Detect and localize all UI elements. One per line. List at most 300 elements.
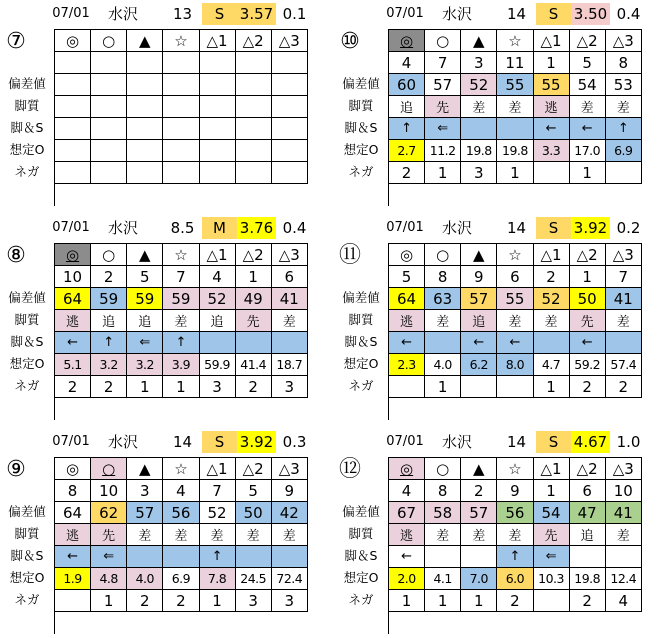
leg-speed-cell <box>606 332 642 354</box>
leg-speed-cell: ↑ <box>389 118 425 140</box>
race-score: 3.57 <box>237 3 276 25</box>
odds-cell: 6.9 <box>606 140 642 162</box>
runner-count: 14 <box>506 433 527 451</box>
deviation-cell <box>236 74 272 96</box>
venue-name: 水沢 <box>107 5 138 23</box>
deviation-cell: 67 <box>389 502 425 524</box>
grade-badge: S <box>202 3 237 25</box>
nega-cell <box>389 376 425 398</box>
leg-speed-cell: ⇐ <box>425 118 461 140</box>
row-label: 偏差値 <box>8 290 46 305</box>
running-style-cell: 差 <box>425 310 461 332</box>
mark-cell: ☆ <box>163 458 199 480</box>
leg-speed-cell <box>236 332 272 354</box>
odds-cell: 6.9 <box>163 568 199 590</box>
running-style-cell <box>91 96 127 118</box>
nega-cell: 2 <box>127 590 163 612</box>
deviation-cell: 63 <box>425 288 461 310</box>
row-label: ネガ <box>14 592 40 607</box>
nega-cell: 2 <box>570 590 606 612</box>
leg-speed-cell <box>272 332 308 354</box>
nega-cell: 2 <box>570 376 606 398</box>
row-label: 想定O <box>343 356 379 371</box>
race-number: ⑩ <box>340 29 360 54</box>
race-rate: 0.3 <box>282 433 307 451</box>
nega-cell <box>55 162 91 184</box>
leg-speed-cell: ← <box>534 118 570 140</box>
nega-cell <box>497 376 533 398</box>
row-label: 脚質 <box>14 312 40 327</box>
nega-cell: 2 <box>55 376 91 398</box>
row-label: 脚質 <box>14 98 40 113</box>
running-style-cell <box>236 96 272 118</box>
leg-speed-cell <box>534 332 570 354</box>
race-rate: 1.0 <box>616 433 641 451</box>
deviation-cell: 57 <box>461 288 497 310</box>
horse-number-cell: 6 <box>272 266 308 288</box>
leg-speed-cell <box>236 546 272 568</box>
running-style-cell: 逃 <box>55 524 91 546</box>
odds-cell: 3.9 <box>163 354 199 376</box>
deviation-cell: 49 <box>236 288 272 310</box>
leg-speed-cell <box>236 118 272 140</box>
horse-grid <box>388 29 642 206</box>
row-label: 脚質 <box>14 526 40 541</box>
horse-number-cell: 4 <box>200 266 236 288</box>
mark-cell: ○ <box>425 244 461 266</box>
running-style-cell: 差 <box>497 524 533 546</box>
race-panel <box>0 214 330 424</box>
horse-number-cell: 4 <box>389 52 425 74</box>
odds-cell: 12.4 <box>606 568 642 590</box>
leg-speed-cell: ← <box>389 332 425 354</box>
deviation-cell: 50 <box>570 288 606 310</box>
nega-cell <box>127 162 163 184</box>
deviation-cell: 57 <box>461 502 497 524</box>
row-label: ネガ <box>14 164 40 179</box>
nega-cell: 4 <box>606 590 642 612</box>
horse-number-cell: 8 <box>55 480 91 502</box>
odds-cell: 19.8 <box>461 140 497 162</box>
row-label: 脚質 <box>348 312 374 327</box>
odds-cell: 17.0 <box>570 140 606 162</box>
nega-cell <box>272 162 308 184</box>
venue-name: 水沢 <box>107 219 138 237</box>
row-label: 脚質 <box>348 98 374 113</box>
running-style-cell: 差 <box>461 524 497 546</box>
race-date: 07/01 <box>52 220 90 235</box>
running-style-cell: 差 <box>163 524 199 546</box>
running-style-cell: 先 <box>534 524 570 546</box>
race-rate: 0.4 <box>616 5 641 23</box>
nega-cell <box>461 376 497 398</box>
running-style-cell: 逃 <box>55 310 91 332</box>
odds-cell <box>200 140 236 162</box>
mark-cell: △3 <box>606 458 642 480</box>
mark-cell: ○ <box>425 458 461 480</box>
odds-cell <box>91 140 127 162</box>
mark-cell: △3 <box>272 244 308 266</box>
running-style-cell: 先 <box>570 310 606 332</box>
race-date: 07/01 <box>52 434 90 449</box>
odds-cell: 2.7 <box>389 140 425 162</box>
nega-cell: 2 <box>91 376 127 398</box>
nega-cell: 1 <box>200 590 236 612</box>
running-style-cell: 差 <box>606 96 642 118</box>
race-panel <box>0 0 330 210</box>
mark-cell: △2 <box>236 30 272 52</box>
horse-number-cell: 5 <box>389 266 425 288</box>
horse-number-cell: 9 <box>461 266 497 288</box>
nega-cell: 2 <box>389 162 425 184</box>
mark-cell: △1 <box>200 458 236 480</box>
horse-number-cell: 9 <box>497 480 533 502</box>
mark-cell: ▲ <box>461 458 497 480</box>
deviation-cell: 42 <box>272 502 308 524</box>
runner-count: 14 <box>506 219 527 237</box>
mark-cell: ◎ <box>389 30 425 52</box>
leg-speed-cell <box>91 118 127 140</box>
horse-grid <box>388 457 642 634</box>
runner-count: 14 <box>506 5 527 23</box>
leg-speed-cell: ← <box>389 546 425 568</box>
row-label: 脚＆S <box>10 334 44 349</box>
horse-number-cell: 3 <box>127 480 163 502</box>
odds-cell <box>163 140 199 162</box>
nega-cell: 2 <box>497 590 533 612</box>
nega-cell: 1 <box>425 376 461 398</box>
race-score: 3.76 <box>237 217 276 239</box>
deviation-cell: 60 <box>389 74 425 96</box>
row-label: 想定O <box>343 142 379 157</box>
nega-cell: 2 <box>606 376 642 398</box>
race-panel <box>334 0 664 210</box>
odds-cell <box>272 140 308 162</box>
nega-cell: 3 <box>200 376 236 398</box>
deviation-cell: 55 <box>534 74 570 96</box>
mark-cell: △1 <box>200 244 236 266</box>
nega-cell: 3 <box>272 590 308 612</box>
running-style-cell <box>127 96 163 118</box>
leg-speed-cell <box>461 118 497 140</box>
deviation-cell: 54 <box>570 74 606 96</box>
mark-cell: △2 <box>570 244 606 266</box>
race-rate: 0.2 <box>616 219 641 237</box>
race-date: 07/01 <box>52 6 90 21</box>
leg-speed-cell <box>163 546 199 568</box>
odds-cell: 4.1 <box>425 568 461 590</box>
deviation-cell <box>163 74 199 96</box>
horse-number-cell: 11 <box>497 52 533 74</box>
odds-cell: 6.0 <box>497 568 533 590</box>
horse-number-cell: 4 <box>163 480 199 502</box>
deviation-cell: 47 <box>570 502 606 524</box>
leg-speed-cell: ⇐ <box>91 546 127 568</box>
horse-grid <box>54 29 308 206</box>
nega-cell <box>91 162 127 184</box>
horse-number-cell: 2 <box>534 266 570 288</box>
deviation-cell <box>272 74 308 96</box>
leg-speed-cell: ⇐ <box>534 546 570 568</box>
row-label: 想定O <box>9 142 45 157</box>
deviation-cell: 53 <box>606 74 642 96</box>
deviation-cell: 41 <box>606 288 642 310</box>
mark-cell: ☆ <box>163 244 199 266</box>
mark-cell: △1 <box>534 244 570 266</box>
running-style-cell: 差 <box>236 524 272 546</box>
deviation-cell: 55 <box>497 74 533 96</box>
race-number: ⑧ <box>6 243 26 268</box>
horse-number-cell: 5 <box>127 266 163 288</box>
deviation-cell: 59 <box>127 288 163 310</box>
running-style-cell: 差 <box>497 310 533 332</box>
mark-cell: ☆ <box>497 244 533 266</box>
running-style-cell: 逃 <box>389 524 425 546</box>
mark-cell: △2 <box>570 30 606 52</box>
mark-cell: ☆ <box>497 30 533 52</box>
leg-speed-cell <box>163 118 199 140</box>
horse-number-cell: 6 <box>570 480 606 502</box>
race-panel <box>334 428 664 638</box>
mark-cell: ▲ <box>461 244 497 266</box>
horse-grid <box>388 243 642 420</box>
mark-cell: ○ <box>91 458 127 480</box>
horse-number-cell: 10 <box>55 266 91 288</box>
horse-number-cell: 8 <box>425 266 461 288</box>
row-label: 想定O <box>343 570 379 585</box>
odds-cell: 24.5 <box>236 568 272 590</box>
venue-name: 水沢 <box>441 433 472 451</box>
horse-number-cell <box>55 52 91 74</box>
running-style-cell <box>163 96 199 118</box>
nega-cell <box>606 162 642 184</box>
deviation-cell <box>127 74 163 96</box>
running-style-cell: 追 <box>570 524 606 546</box>
row-label: 想定O <box>9 570 45 585</box>
odds-cell: 72.4 <box>272 568 308 590</box>
odds-cell: 11.2 <box>425 140 461 162</box>
mark-cell: △3 <box>272 458 308 480</box>
leg-speed-cell: ← <box>570 118 606 140</box>
horse-number-cell: 7 <box>606 266 642 288</box>
nega-cell <box>200 162 236 184</box>
row-label: ネガ <box>14 378 40 393</box>
race-header <box>0 214 330 240</box>
leg-speed-cell <box>272 118 308 140</box>
leg-speed-cell <box>272 546 308 568</box>
mark-cell: ☆ <box>163 30 199 52</box>
odds-cell <box>127 140 163 162</box>
mark-cell: △1 <box>200 30 236 52</box>
nega-cell: 3 <box>272 376 308 398</box>
race-header <box>334 214 664 240</box>
running-style-cell: 先 <box>425 96 461 118</box>
horse-number-cell: 3 <box>461 52 497 74</box>
leg-speed-cell: ↑ <box>91 332 127 354</box>
horse-number-cell: 8 <box>425 480 461 502</box>
running-style-cell: 差 <box>606 310 642 332</box>
mark-cell: △3 <box>272 30 308 52</box>
race-header <box>0 0 330 26</box>
odds-cell: 10.3 <box>534 568 570 590</box>
race-number: ⑪ <box>338 243 361 268</box>
horse-grid <box>54 457 308 634</box>
deviation-cell: 58 <box>425 502 461 524</box>
horse-number-cell: 9 <box>272 480 308 502</box>
deviation-cell <box>91 74 127 96</box>
mark-cell: △1 <box>534 458 570 480</box>
leg-speed-cell <box>200 332 236 354</box>
nega-cell: 1 <box>389 590 425 612</box>
row-label: 脚質 <box>348 526 374 541</box>
odds-cell: 4.0 <box>127 568 163 590</box>
running-style-cell <box>55 96 91 118</box>
leg-speed-cell: ↑ <box>606 118 642 140</box>
mark-cell: ◎ <box>389 244 425 266</box>
leg-speed-cell: ⇐ <box>127 332 163 354</box>
mark-cell: ▲ <box>127 244 163 266</box>
horse-number-cell: 1 <box>236 266 272 288</box>
runner-count: 13 <box>172 5 193 23</box>
nega-cell: 1 <box>163 376 199 398</box>
running-style-cell: 逃 <box>389 310 425 332</box>
race-panel <box>334 214 664 424</box>
odds-cell: 19.8 <box>497 140 533 162</box>
mark-cell: ○ <box>91 244 127 266</box>
deviation-cell: 64 <box>389 288 425 310</box>
mark-cell: ▲ <box>127 458 163 480</box>
deviation-cell <box>55 74 91 96</box>
deviation-cell: 59 <box>91 288 127 310</box>
nega-cell: 1 <box>534 376 570 398</box>
odds-cell: 2.0 <box>389 568 425 590</box>
leg-speed-cell: ↑ <box>163 332 199 354</box>
grade-badge: M <box>202 217 237 239</box>
mark-cell: ○ <box>425 30 461 52</box>
running-style-cell: 差 <box>200 524 236 546</box>
horse-number-cell: 4 <box>389 480 425 502</box>
runner-count: 14 <box>172 433 193 451</box>
horse-number-cell: 2 <box>461 480 497 502</box>
odds-cell: 7.8 <box>200 568 236 590</box>
deviation-cell: 55 <box>497 288 533 310</box>
running-style-cell: 差 <box>461 96 497 118</box>
deviation-cell: 59 <box>163 288 199 310</box>
mark-cell: ◎ <box>55 458 91 480</box>
leg-speed-cell: ← <box>55 546 91 568</box>
deviation-cell: 41 <box>272 288 308 310</box>
nega-cell: 1 <box>91 590 127 612</box>
running-style-cell: 追 <box>389 96 425 118</box>
running-style-cell: 差 <box>272 524 308 546</box>
horse-number-cell: 7 <box>425 52 461 74</box>
race-number: ⑫ <box>338 457 361 482</box>
race-score: 3.92 <box>237 431 276 453</box>
nega-cell <box>534 162 570 184</box>
grade-badge: S <box>536 217 571 239</box>
odds-cell: 41.4 <box>236 354 272 376</box>
mark-cell: ○ <box>91 30 127 52</box>
horse-number-cell <box>236 52 272 74</box>
deviation-cell: 52 <box>200 502 236 524</box>
running-style-cell <box>272 96 308 118</box>
mark-cell: △2 <box>570 458 606 480</box>
leg-speed-cell <box>461 546 497 568</box>
deviation-cell: 50 <box>236 502 272 524</box>
row-label: 偏差値 <box>8 76 46 91</box>
mark-cell: △3 <box>606 30 642 52</box>
race-panel <box>0 428 330 638</box>
mark-cell: △3 <box>606 244 642 266</box>
deviation-cell: 52 <box>200 288 236 310</box>
horse-number-cell <box>127 52 163 74</box>
nega-cell: 1 <box>127 376 163 398</box>
row-label: 脚＆S <box>344 548 378 563</box>
horse-number-cell: 8 <box>606 52 642 74</box>
horse-number-cell: 1 <box>534 480 570 502</box>
grade-badge: S <box>536 431 571 453</box>
row-label: 偏差値 <box>342 504 380 519</box>
horse-number-cell: 1 <box>534 52 570 74</box>
row-label: 偏差値 <box>8 504 46 519</box>
deviation-cell: 56 <box>497 502 533 524</box>
horse-number-cell: 5 <box>570 52 606 74</box>
race-score: 3.50 <box>571 3 610 25</box>
nega-cell: 1 <box>461 590 497 612</box>
race-score: 4.67 <box>571 431 610 453</box>
odds-cell <box>236 140 272 162</box>
odds-cell: 3.3 <box>534 140 570 162</box>
nega-cell: 1 <box>425 162 461 184</box>
row-label: ネガ <box>348 592 374 607</box>
running-style-cell: 差 <box>606 524 642 546</box>
leg-speed-cell: ← <box>461 332 497 354</box>
running-style-cell: 差 <box>425 524 461 546</box>
odds-cell: 6.2 <box>461 354 497 376</box>
nega-cell <box>55 590 91 612</box>
nega-cell <box>236 162 272 184</box>
leg-speed-cell: ↑ <box>200 546 236 568</box>
row-label: 脚＆S <box>10 548 44 563</box>
venue-name: 水沢 <box>441 219 472 237</box>
runner-count: 8.5 <box>170 219 195 237</box>
running-style-cell <box>200 96 236 118</box>
running-style-cell: 差 <box>163 310 199 332</box>
leg-speed-cell <box>200 118 236 140</box>
running-style-cell: 追 <box>200 310 236 332</box>
race-rate: 0.1 <box>282 5 307 23</box>
deviation-cell: 52 <box>534 288 570 310</box>
race-header <box>0 428 330 454</box>
running-style-cell: 差 <box>497 96 533 118</box>
odds-cell: 19.8 <box>570 568 606 590</box>
horse-number-cell <box>163 52 199 74</box>
race-score: 3.92 <box>571 217 610 239</box>
mark-cell: ◎ <box>55 30 91 52</box>
mark-cell: ☆ <box>497 458 533 480</box>
horse-grid <box>54 243 308 420</box>
running-style-cell: 先 <box>91 524 127 546</box>
running-style-cell: 追 <box>127 310 163 332</box>
mark-cell: ▲ <box>461 30 497 52</box>
nega-cell: 2 <box>163 590 199 612</box>
row-label: ネガ <box>348 164 374 179</box>
odds-cell: 4.7 <box>534 354 570 376</box>
odds-cell: 59.2 <box>570 354 606 376</box>
running-style-cell: 差 <box>534 310 570 332</box>
leg-speed-cell: ← <box>55 332 91 354</box>
running-style-cell: 追 <box>461 310 497 332</box>
